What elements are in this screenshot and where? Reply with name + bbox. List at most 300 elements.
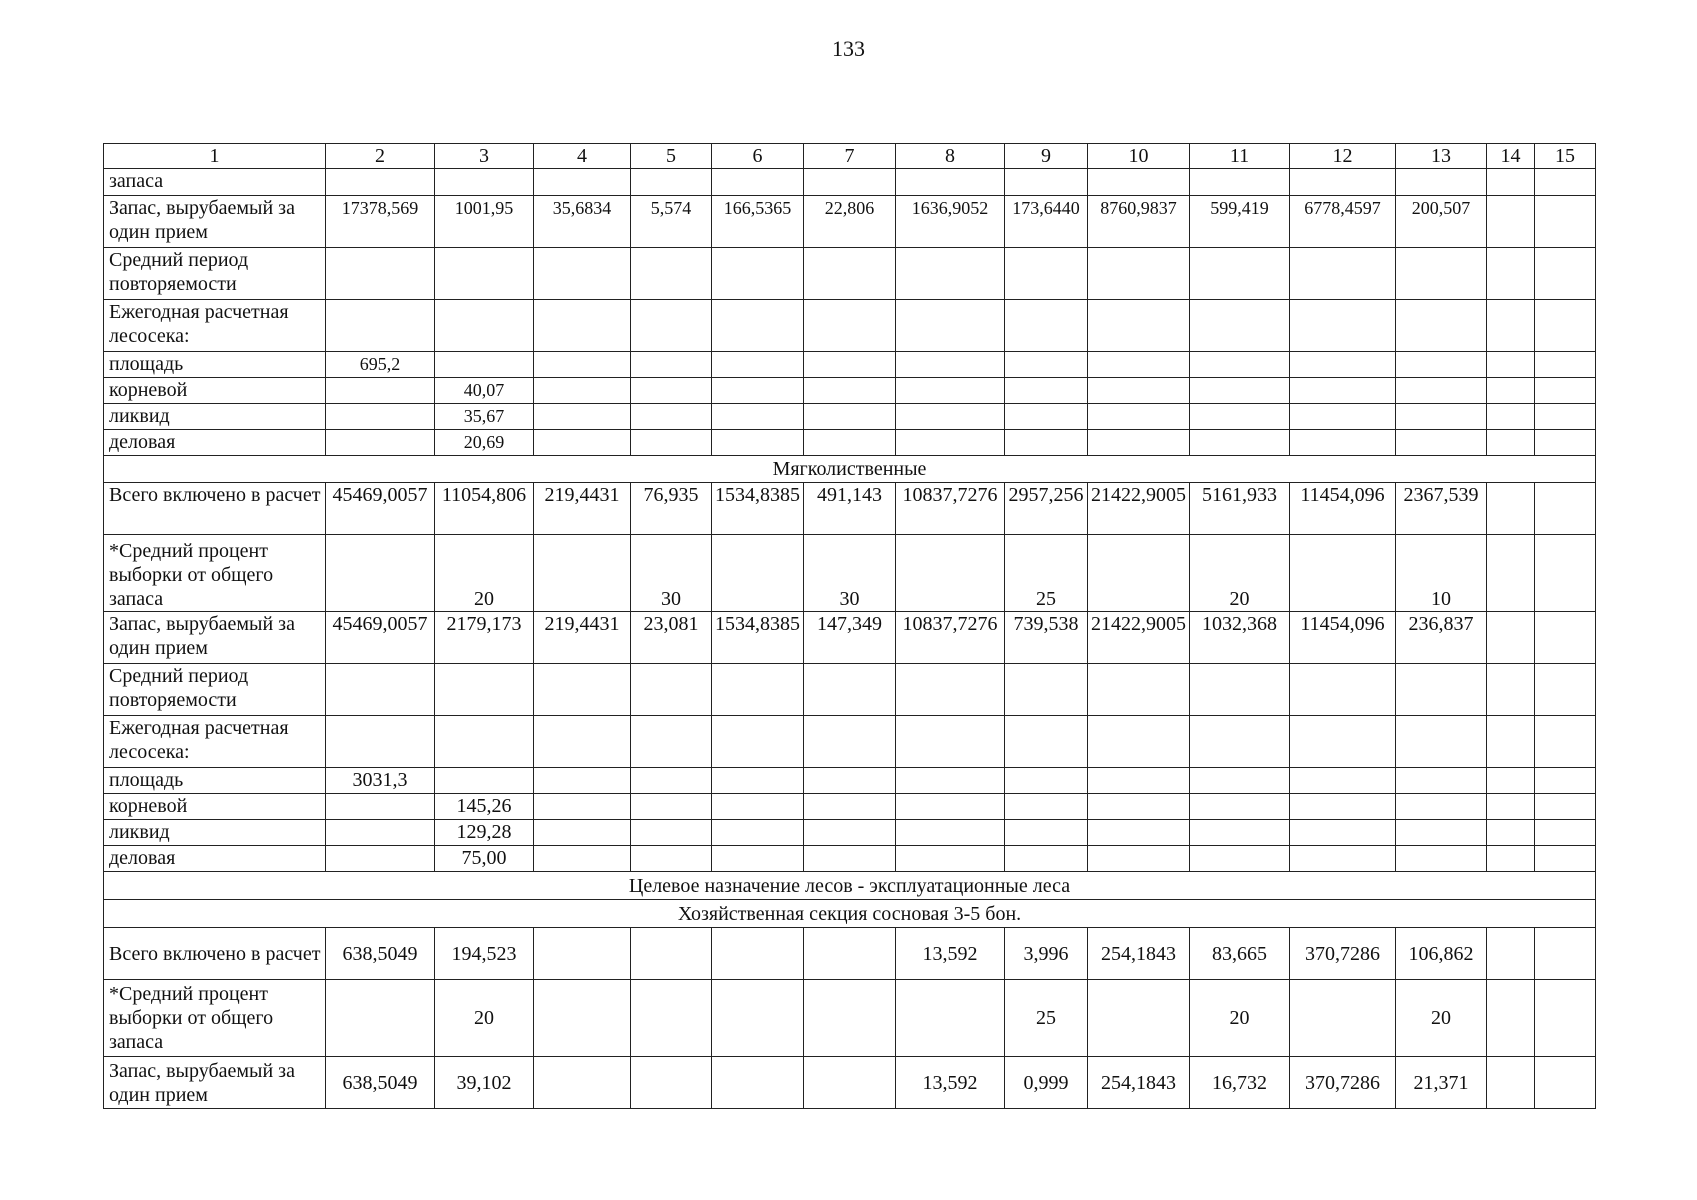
table-cell <box>1290 716 1396 768</box>
table-cell: 370,7286 <box>1290 1057 1396 1109</box>
table-cell <box>1487 820 1535 846</box>
table-cell <box>1190 768 1290 794</box>
table-cell <box>534 404 631 430</box>
table-cell <box>1487 483 1535 535</box>
table-cell: 25 <box>1005 535 1088 612</box>
table-cell <box>534 768 631 794</box>
table-cell <box>804 430 896 456</box>
table-cell <box>1005 664 1088 716</box>
table-cell <box>896 248 1005 300</box>
table-cell: 145,26 <box>435 794 534 820</box>
table-cell <box>1290 430 1396 456</box>
table-cell <box>1005 846 1088 872</box>
table-cell: 236,837 <box>1396 612 1487 664</box>
table-cell: 20 <box>435 535 534 612</box>
table-cell <box>712 928 804 980</box>
table-cell <box>1535 404 1596 430</box>
stock-table <box>103 143 1596 1109</box>
table-cell <box>712 352 804 378</box>
table-row <box>104 300 1596 352</box>
table-cell: 219,4431 <box>534 612 631 664</box>
table-cell: 695,2 <box>326 352 435 378</box>
row-label: Запас, вырубаемый за один прием <box>104 612 326 664</box>
section-heading-row <box>104 456 1596 483</box>
header-cell: 2 <box>326 144 435 169</box>
table-row <box>104 352 1596 378</box>
table-cell <box>896 404 1005 430</box>
table-cell <box>534 248 631 300</box>
table-cell: 5161,933 <box>1190 483 1290 535</box>
table-cell <box>534 430 631 456</box>
table-row <box>104 612 1596 664</box>
header-cell: 4 <box>534 144 631 169</box>
table-cell <box>712 300 804 352</box>
table-cell <box>804 664 896 716</box>
table-cell <box>1487 430 1535 456</box>
table-cell <box>1535 846 1596 872</box>
table-cell <box>1190 248 1290 300</box>
table-cell <box>896 980 1005 1057</box>
table-cell <box>712 664 804 716</box>
table-cell: 147,349 <box>804 612 896 664</box>
table-cell <box>804 794 896 820</box>
row-label: корневой <box>104 794 326 820</box>
table-cell <box>1290 535 1396 612</box>
table-cell <box>804 404 896 430</box>
table-cell <box>534 352 631 378</box>
table-cell <box>712 980 804 1057</box>
table-cell: 3031,3 <box>326 768 435 794</box>
table-cell <box>712 820 804 846</box>
table-cell: 16,732 <box>1190 1057 1290 1109</box>
table-cell <box>896 300 1005 352</box>
table-cell <box>1535 928 1596 980</box>
table-cell: 6778,4597 <box>1290 196 1396 248</box>
table-cell <box>804 980 896 1057</box>
table-cell <box>534 664 631 716</box>
table-cell <box>804 928 896 980</box>
table-cell <box>326 820 435 846</box>
table-cell: 2957,256 <box>1005 483 1088 535</box>
table-cell <box>435 352 534 378</box>
row-label: Средний период повторяемости <box>104 248 326 300</box>
table-cell <box>1535 169 1596 196</box>
section-heading: Целевое назначение лесов - эксплуатационные леса <box>104 872 1596 900</box>
table-cell <box>804 1057 896 1109</box>
table-cell <box>1396 352 1487 378</box>
table-cell: 25 <box>1005 980 1088 1057</box>
table-cell: 638,5049 <box>326 928 435 980</box>
table-cell: 200,507 <box>1396 196 1487 248</box>
table-cell: 194,523 <box>435 928 534 980</box>
table-cell <box>1005 300 1088 352</box>
table-cell <box>534 535 631 612</box>
table-row <box>104 169 1596 196</box>
table-cell <box>631 404 712 430</box>
table-row <box>104 378 1596 404</box>
table-cell <box>1290 664 1396 716</box>
table-cell <box>1487 980 1535 1057</box>
table-cell <box>1396 794 1487 820</box>
table-cell <box>631 768 712 794</box>
table-cell <box>1005 768 1088 794</box>
table-row <box>104 820 1596 846</box>
table-cell <box>1190 794 1290 820</box>
table-cell <box>1088 169 1190 196</box>
table-cell: 2367,539 <box>1396 483 1487 535</box>
table-cell: 45469,0057 <box>326 483 435 535</box>
table-cell <box>1487 248 1535 300</box>
table-cell <box>1088 248 1190 300</box>
table-cell <box>1396 820 1487 846</box>
table-cell <box>435 716 534 768</box>
table-cell: 1636,9052 <box>896 196 1005 248</box>
table-row <box>104 768 1596 794</box>
table-cell <box>1005 169 1088 196</box>
table-cell <box>1290 820 1396 846</box>
table-cell <box>534 300 631 352</box>
table-cell <box>1005 430 1088 456</box>
table-cell <box>534 716 631 768</box>
table-cell <box>804 378 896 404</box>
table-cell <box>712 1057 804 1109</box>
table-cell <box>712 535 804 612</box>
table-cell <box>1088 404 1190 430</box>
table-cell: 30 <box>631 535 712 612</box>
table-cell <box>534 1057 631 1109</box>
row-label: Всего включено в расчет <box>104 928 326 980</box>
table-cell: 21422,9005 <box>1088 483 1190 535</box>
row-label: деловая <box>104 430 326 456</box>
table-row <box>104 928 1596 980</box>
table-cell <box>534 928 631 980</box>
table-cell <box>1487 716 1535 768</box>
table-cell <box>326 980 435 1057</box>
table-cell <box>804 352 896 378</box>
table-cell <box>631 430 712 456</box>
table-cell <box>896 169 1005 196</box>
table-cell <box>712 378 804 404</box>
table-cell <box>1088 430 1190 456</box>
table-cell <box>896 535 1005 612</box>
table-cell: 20 <box>1396 980 1487 1057</box>
table-row <box>104 716 1596 768</box>
table-cell: 20 <box>435 980 534 1057</box>
section-heading-row <box>104 872 1596 900</box>
table-cell <box>1396 248 1487 300</box>
table-cell <box>1005 378 1088 404</box>
table-cell <box>631 794 712 820</box>
table-cell: 0,999 <box>1005 1057 1088 1109</box>
table-cell <box>1190 300 1290 352</box>
row-label: ликвид <box>104 820 326 846</box>
table-cell: 21422,9005 <box>1088 612 1190 664</box>
table-cell <box>326 300 435 352</box>
table-cell: 3,996 <box>1005 928 1088 980</box>
table-row <box>104 846 1596 872</box>
table-cell <box>1487 664 1535 716</box>
table-row <box>104 664 1596 716</box>
header-cell: 14 <box>1487 144 1535 169</box>
table-cell <box>1396 664 1487 716</box>
table-cell: 1001,95 <box>435 196 534 248</box>
header-cell: 13 <box>1396 144 1487 169</box>
table-cell <box>1487 169 1535 196</box>
table-row <box>104 430 1596 456</box>
table-cell <box>712 768 804 794</box>
row-label: площадь <box>104 768 326 794</box>
table-cell: 11054,806 <box>435 483 534 535</box>
table-cell <box>804 169 896 196</box>
table-cell <box>1487 612 1535 664</box>
table-cell: 35,67 <box>435 404 534 430</box>
table-cell <box>1290 248 1396 300</box>
table-cell <box>1535 352 1596 378</box>
table-cell <box>804 768 896 794</box>
table-cell <box>326 378 435 404</box>
table-cell <box>1088 846 1190 872</box>
table-cell: 1534,8385 <box>712 612 804 664</box>
table-cell: 491,143 <box>804 483 896 535</box>
table-cell <box>1535 1057 1596 1109</box>
table-cell <box>896 846 1005 872</box>
table-cell <box>896 716 1005 768</box>
table-cell <box>1290 378 1396 404</box>
table-cell <box>804 716 896 768</box>
row-label: Ежегодная расчетная лесосека: <box>104 716 326 768</box>
table-row <box>104 535 1596 612</box>
table-cell <box>1190 820 1290 846</box>
table-cell <box>435 169 534 196</box>
table-cell <box>712 794 804 820</box>
table-cell <box>1190 404 1290 430</box>
table-cell <box>1487 404 1535 430</box>
table-cell: 1534,8385 <box>712 483 804 535</box>
table-cell: 1032,368 <box>1190 612 1290 664</box>
table-cell <box>712 846 804 872</box>
table-cell <box>1290 352 1396 378</box>
table-cell: 370,7286 <box>1290 928 1396 980</box>
header-cell: 11 <box>1190 144 1290 169</box>
table-cell <box>1487 794 1535 820</box>
table-cell <box>1190 352 1290 378</box>
table-cell <box>1487 300 1535 352</box>
table-cell: 13,592 <box>896 1057 1005 1109</box>
table-row <box>104 404 1596 430</box>
row-label: *Средний процент выборки от общего запаса <box>104 980 326 1057</box>
section-heading-row <box>104 900 1596 928</box>
table-cell: 17378,569 <box>326 196 435 248</box>
table-cell <box>1535 794 1596 820</box>
table-cell <box>534 980 631 1057</box>
table-cell <box>435 768 534 794</box>
table-cell <box>631 716 712 768</box>
table-cell <box>1535 483 1596 535</box>
table-cell <box>896 664 1005 716</box>
table-cell <box>1396 768 1487 794</box>
section-heading: Мягколиственные <box>104 456 1596 483</box>
table-cell <box>1088 378 1190 404</box>
header-cell: 15 <box>1535 144 1596 169</box>
table-cell: 173,6440 <box>1005 196 1088 248</box>
table-cell <box>1088 980 1190 1057</box>
table-cell <box>1005 404 1088 430</box>
table-cell: 166,5365 <box>712 196 804 248</box>
table-cell <box>326 794 435 820</box>
table-row <box>104 196 1596 248</box>
table-cell <box>631 846 712 872</box>
table-row <box>104 794 1596 820</box>
table-cell <box>534 820 631 846</box>
table-cell <box>1088 768 1190 794</box>
table-cell: 599,419 <box>1190 196 1290 248</box>
table-cell: 83,665 <box>1190 928 1290 980</box>
row-label: Всего включено в расчет <box>104 483 326 535</box>
table-cell <box>1487 196 1535 248</box>
row-label: ликвид <box>104 404 326 430</box>
table-cell <box>1190 378 1290 404</box>
table-cell <box>631 980 712 1057</box>
header-cell: 9 <box>1005 144 1088 169</box>
table-cell: 45469,0057 <box>326 612 435 664</box>
table-cell <box>1290 794 1396 820</box>
table-cell: 10837,7276 <box>896 612 1005 664</box>
table-cell <box>1535 300 1596 352</box>
table-cell: 254,1843 <box>1088 928 1190 980</box>
table-cell <box>896 820 1005 846</box>
table-cell <box>1535 196 1596 248</box>
table-cell <box>1290 980 1396 1057</box>
table-cell: 21,371 <box>1396 1057 1487 1109</box>
table-cell <box>1190 169 1290 196</box>
table-cell: 2179,173 <box>435 612 534 664</box>
table-cell <box>534 794 631 820</box>
table-cell <box>1005 352 1088 378</box>
table-cell: 106,862 <box>1396 928 1487 980</box>
table-cell <box>631 928 712 980</box>
table-cell: 40,07 <box>435 378 534 404</box>
header-cell: 5 <box>631 144 712 169</box>
table-cell <box>631 352 712 378</box>
table-row <box>104 248 1596 300</box>
table-cell <box>712 716 804 768</box>
table-cell <box>1396 846 1487 872</box>
table-cell <box>1290 768 1396 794</box>
table-cell: 20 <box>1190 980 1290 1057</box>
table-cell <box>435 664 534 716</box>
table-cell <box>896 430 1005 456</box>
table-cell <box>1190 430 1290 456</box>
table-cell <box>1487 1057 1535 1109</box>
table-cell: 11454,096 <box>1290 612 1396 664</box>
table-cell <box>1088 820 1190 846</box>
table-cell <box>1088 794 1190 820</box>
table-cell: 20,69 <box>435 430 534 456</box>
table-cell <box>1396 169 1487 196</box>
table-cell <box>326 716 435 768</box>
row-label: корневой <box>104 378 326 404</box>
table-cell: 10837,7276 <box>896 483 1005 535</box>
table-cell <box>534 378 631 404</box>
table-cell <box>712 404 804 430</box>
table-cell: 129,28 <box>435 820 534 846</box>
header-cell: 10 <box>1088 144 1190 169</box>
table-cell <box>631 300 712 352</box>
table-cell <box>1487 768 1535 794</box>
table-cell <box>326 404 435 430</box>
table-cell: 35,6834 <box>534 196 631 248</box>
table-cell <box>631 664 712 716</box>
table-row <box>104 1057 1596 1109</box>
table-cell <box>1290 404 1396 430</box>
table-cell <box>1535 664 1596 716</box>
table-cell <box>1005 794 1088 820</box>
header-cell: 12 <box>1290 144 1396 169</box>
header-cell: 1 <box>104 144 326 169</box>
row-label: деловая <box>104 846 326 872</box>
table-cell <box>804 846 896 872</box>
table-cell: 5,574 <box>631 196 712 248</box>
table-cell: 739,538 <box>1005 612 1088 664</box>
row-label: Запас, вырубаемый за один прием <box>104 196 326 248</box>
table-cell <box>712 248 804 300</box>
table-cell <box>1396 378 1487 404</box>
table-cell <box>631 169 712 196</box>
row-label: площадь <box>104 352 326 378</box>
header-cell: 7 <box>804 144 896 169</box>
table-cell <box>1487 378 1535 404</box>
table-cell <box>631 820 712 846</box>
table-cell <box>896 352 1005 378</box>
table-cell <box>326 535 435 612</box>
table-cell: 76,935 <box>631 483 712 535</box>
table-cell: 8760,9837 <box>1088 196 1190 248</box>
table-cell <box>1190 846 1290 872</box>
table-cell: 75,00 <box>435 846 534 872</box>
row-label: Средний период повторяемости <box>104 664 326 716</box>
header-row <box>104 144 1596 169</box>
table-cell: 30 <box>804 535 896 612</box>
table-cell <box>1535 980 1596 1057</box>
table-cell <box>1487 535 1535 612</box>
table-cell <box>435 248 534 300</box>
section-heading: Хозяйственная секция сосновая 3-5 бон. <box>104 900 1596 928</box>
table-cell <box>712 169 804 196</box>
table-cell <box>1005 820 1088 846</box>
table-cell <box>1396 716 1487 768</box>
table-cell <box>326 430 435 456</box>
table-cell <box>1190 716 1290 768</box>
table-cell <box>1088 664 1190 716</box>
table-cell: 638,5049 <box>326 1057 435 1109</box>
table-cell <box>631 378 712 404</box>
table-cell <box>435 300 534 352</box>
table-cell <box>1005 716 1088 768</box>
table-cell <box>1088 300 1190 352</box>
table-row <box>104 483 1596 535</box>
table-cell <box>326 846 435 872</box>
table-cell <box>1290 846 1396 872</box>
table-cell <box>1396 430 1487 456</box>
table-cell <box>896 378 1005 404</box>
table-cell <box>1088 352 1190 378</box>
table-cell <box>1535 430 1596 456</box>
table-cell <box>896 768 1005 794</box>
table-cell: 11454,096 <box>1290 483 1396 535</box>
table-cell <box>1088 535 1190 612</box>
table-cell <box>1487 846 1535 872</box>
table-cell <box>631 1057 712 1109</box>
